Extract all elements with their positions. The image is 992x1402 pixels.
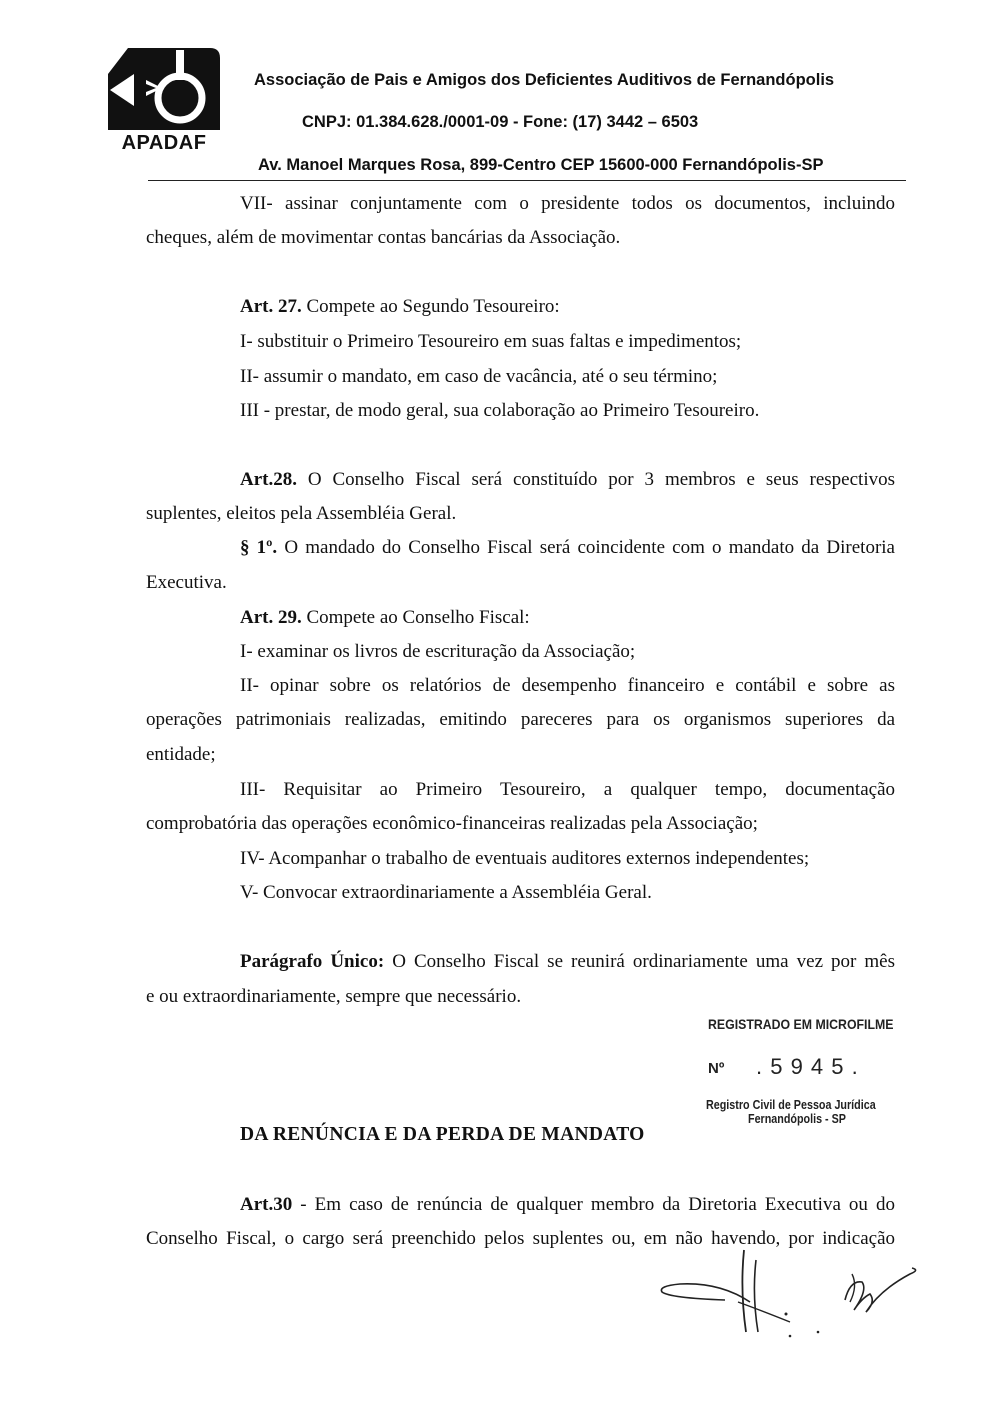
art27-heading xyxy=(240,296,560,318)
paragrafo-unico-label: Parágrafo Único: xyxy=(240,951,385,972)
art30-label: Art.30 xyxy=(240,1194,293,1215)
par1-label: § 1º. xyxy=(240,537,278,558)
par1-line2: Executiva. xyxy=(146,572,227,593)
art26-vii-line1: VII- assinar conjuntamente com o presidente todos os documentos, incluindo xyxy=(240,193,895,214)
section-title: DA RENÚNCIA E DA PERDA DE MANDATO xyxy=(240,1124,645,1145)
stamp-registry-line2: Fernandópolis - SP xyxy=(748,1112,846,1126)
art29-item-ii-line2: operações patrimoniais realizadas, emitindo pareceres para os organismos superiores da xyxy=(146,709,895,730)
art27-item-i: I- substituir o Primeiro Tesoureiro em suas faltas e impedimentos; xyxy=(240,331,742,352)
art27-label: Art. 27. xyxy=(240,296,302,317)
art27-text: Compete ao Segundo Tesoureiro: xyxy=(301,296,560,317)
paragrafo-unico-text: O Conselho Fiscal se reunirá ordinariamente uma vez por mês xyxy=(384,951,895,972)
art28-text: O Conselho Fiscal será constituído por 3 membros e seus respectivos xyxy=(296,469,895,490)
stamp-title: REGISTRADO EM MICROFILME xyxy=(708,1016,894,1032)
art28-line1 xyxy=(240,469,895,491)
art30-line1 xyxy=(240,1194,895,1216)
handwritten-signature-icon xyxy=(640,1240,930,1350)
art29-item-ii-line1: II- opinar sobre os relatórios de desempenho financeiro e contábil e sobre as xyxy=(240,675,895,696)
par1-text: O mandado do Conselho Fiscal será coincidente com o mandato da Diretoria xyxy=(277,537,895,558)
art26-vii-line2: cheques, além de movimentar contas bancárias da Associação. xyxy=(146,227,621,248)
art29-label: Art. 29. xyxy=(240,607,302,628)
header-divider xyxy=(148,180,906,181)
art28-line2: suplentes, eleitos pela Assembléia Geral. xyxy=(146,503,457,524)
art30-text: - Em caso de renúncia de qualquer membro da Diretoria Executiva ou do xyxy=(292,1194,895,1215)
ear-logo-icon xyxy=(106,46,222,134)
art27-item-iii: III - prestar, de modo geral, sua colaboração ao Primeiro Tesoureiro. xyxy=(240,400,760,421)
address: Av. Manoel Marques Rosa, 899-Centro CEP 15600-000 Fernandópolis-SP xyxy=(258,156,824,174)
art29-item-v: V- Convocar extraordinariamente a Assembléia Geral. xyxy=(240,882,652,903)
stamp-number-prefix: Nº xyxy=(708,1060,725,1077)
art29-item-iii-line1: III- Requisitar ao Primeiro Tesoureiro, a qualquer tempo, documentação xyxy=(240,779,895,800)
art29-item-iii-line2: comprobatória das operações econômico-financeiras realizadas pela Associação; xyxy=(146,813,758,834)
paragrafo-unico-line2: e ou extraordinariamente, sempre que necessário. xyxy=(146,986,522,1007)
cnpj-phone: CNPJ: 01.384.628./0001-09 - Fone: (17) 3442 – 6503 xyxy=(302,113,699,131)
art29-heading xyxy=(240,607,530,629)
stamp-number: . 5 9 4 5 . xyxy=(756,1054,859,1079)
paragrafo-unico-line1 xyxy=(240,951,895,973)
logo-text: APADAF xyxy=(121,132,207,154)
apadaf-logo xyxy=(106,46,222,154)
signatures xyxy=(640,1240,930,1350)
art29-item-i: I- examinar os livros de escrituração da Associação; xyxy=(240,641,636,662)
stamp-registry-line1: Registro Civil de Pessoa Jurídica xyxy=(706,1098,876,1112)
art29-item-ii-line3: entidade; xyxy=(146,744,216,765)
organization-name: Associação de Pais e Amigos dos Deficientes Auditivos de Fernandópolis xyxy=(254,71,835,89)
art28-label: Art.28. xyxy=(240,469,297,490)
art29-item-iv: IV- Acompanhar o trabalho de eventuais auditores externos independentes; xyxy=(240,848,810,869)
par1-line1 xyxy=(240,537,895,559)
art29-text: Compete ao Conselho Fiscal: xyxy=(301,607,530,628)
art27-item-ii: II- assumir o mandato, em caso de vacância, até o seu término; xyxy=(240,366,718,387)
art30-line2: Conselho Fiscal, o cargo será preenchido pelos suplentes ou, em não havendo, por indicação xyxy=(146,1228,895,1249)
